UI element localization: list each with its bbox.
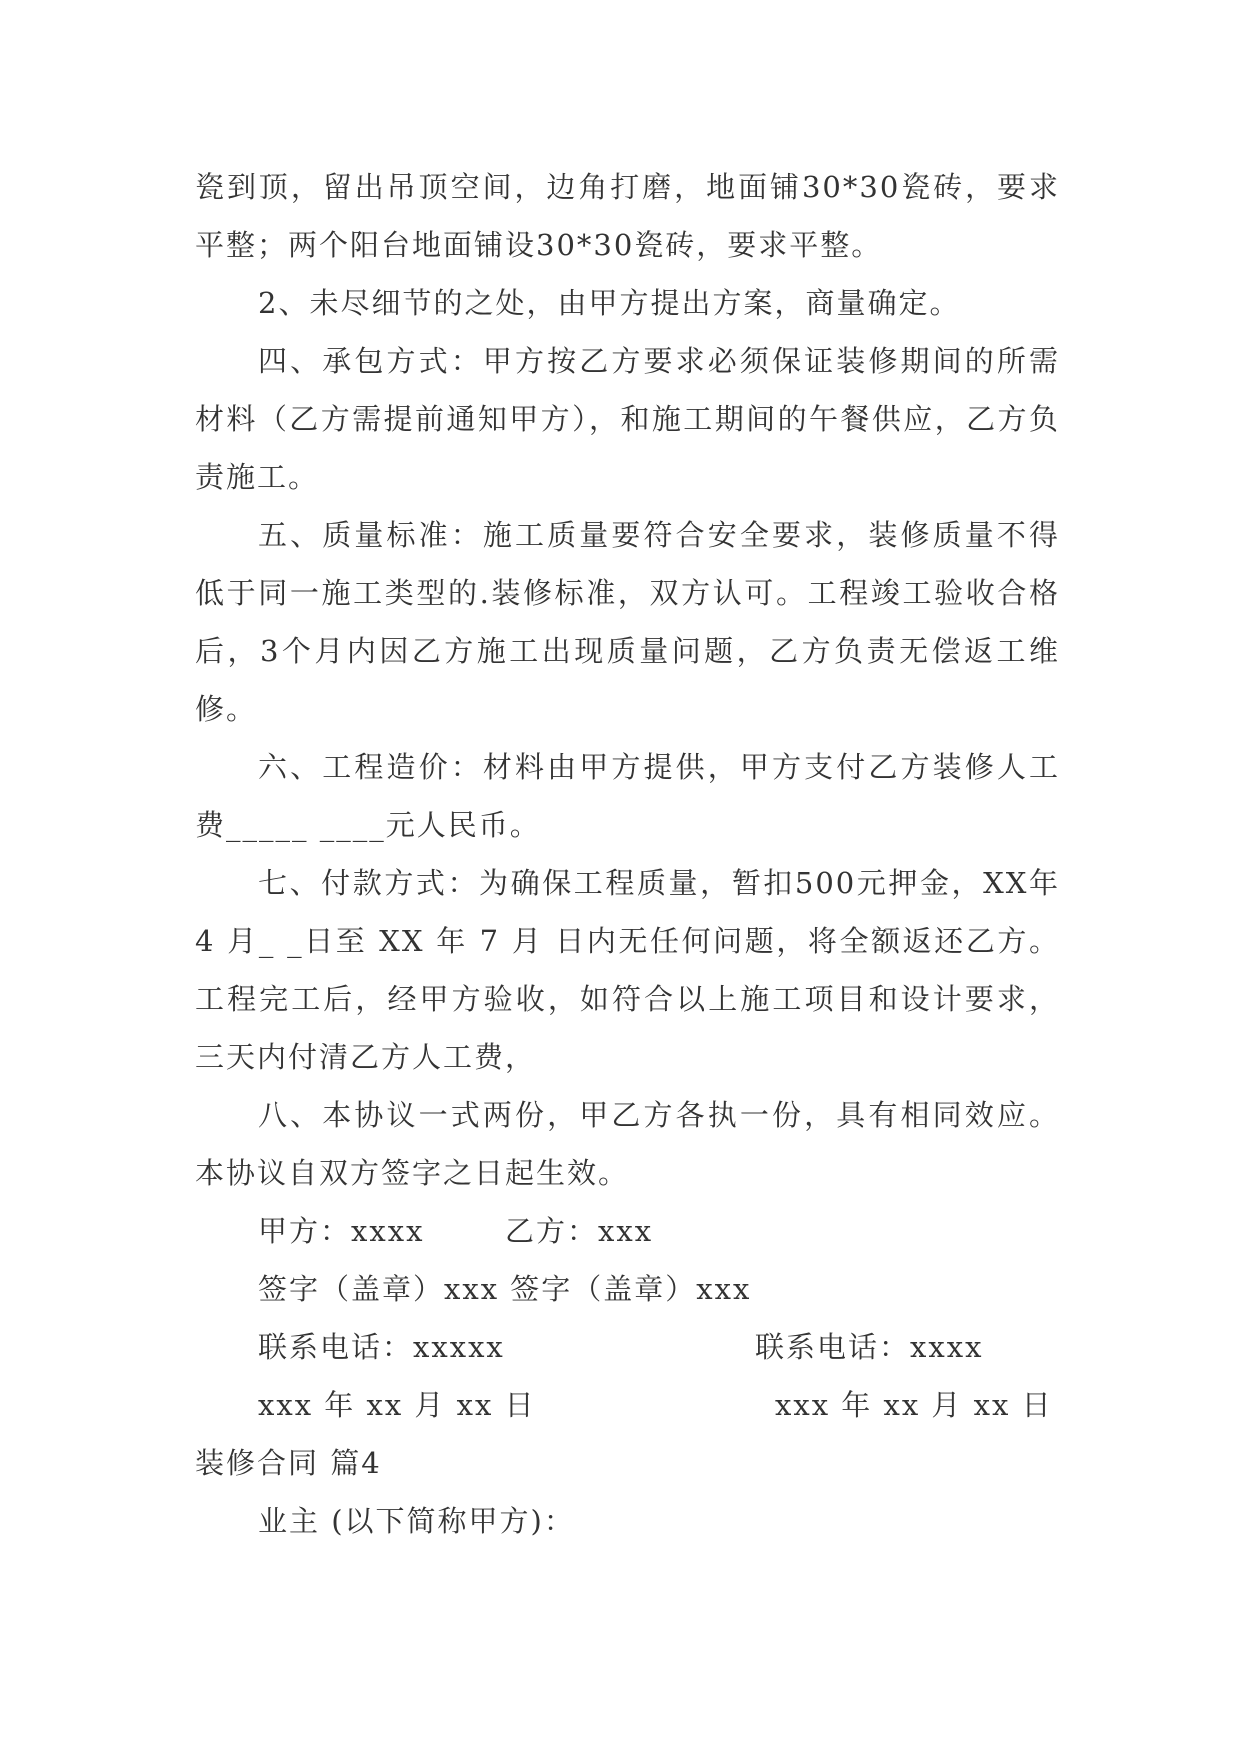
party-b-label: 乙方：xxx <box>505 1214 654 1248</box>
paragraph-owner: 业主 (以下简称甲方)： <box>258 1504 575 1538</box>
paragraph-project-cost: 六、工程造价：材料由甲方提供，甲方支付乙方装修人工费_____ ____元人民币。 <box>195 750 1060 842</box>
date-a: xxx 年 xx 月 xx 日 <box>258 1388 536 1422</box>
contract-body <box>195 158 1060 1550</box>
paragraph-quality-standard: 五、质量标准：施工质量要符合安全要求，装修质量不得低于同一施工类型的.装修标准，双方认可。工程竣工验收合格后，3个月内因乙方施工出现质量问题，乙方负责无偿返工维修。 <box>195 518 1060 726</box>
party-a-label: 甲方：xxxx <box>258 1214 425 1248</box>
signature-phone-row <box>195 1318 1060 1376</box>
paragraph-item-2: 2、未尽细节的之处，由甲方提出方案，商量确定。 <box>258 286 961 320</box>
phone-a: 联系电话：xxxxx <box>258 1330 505 1364</box>
signature-parties-row <box>195 1202 1060 1260</box>
signature-date-row <box>195 1376 1060 1434</box>
paragraph-contract-method: 四、承包方式：甲方按乙方要求必须保证装修期间的所需材料（乙方需提前通知甲方），和施工期间的午餐供应，乙方负责施工。 <box>195 344 1060 494</box>
signature-seal-row <box>195 1260 1060 1318</box>
paragraph-copies-effect: 八、本协议一式两份，甲乙方各执一份，具有相同效应。本协议自双方签字之日起生效。 <box>195 1098 1060 1190</box>
phone-b: 联系电话：xxxx <box>755 1330 984 1364</box>
paragraph-payment-method: 七、付款方式：为确保工程质量，暂扣500元押金，XX年 4 月_ _日至 XX 年 7 月 日内无任何问题，将全额返还乙方。工程完工后，经甲方验收，如符合以上施工项目和设计要求，三天内付清乙方人工费， <box>195 866 1060 1074</box>
date-b: xxx 年 xx 月 xx 日 <box>775 1388 1053 1422</box>
signature-seal-line: 签字（盖章）xxx 签字（盖章）xxx <box>258 1272 752 1306</box>
section-heading: 装修合同 篇4 <box>195 1446 382 1480</box>
paragraph-tiling-continued: 瓷到顶，留出吊顶空间，边角打磨，地面铺30*30瓷砖，要求平整；两个阳台地面铺设30*30瓷砖，要求平整。 <box>195 170 1060 262</box>
